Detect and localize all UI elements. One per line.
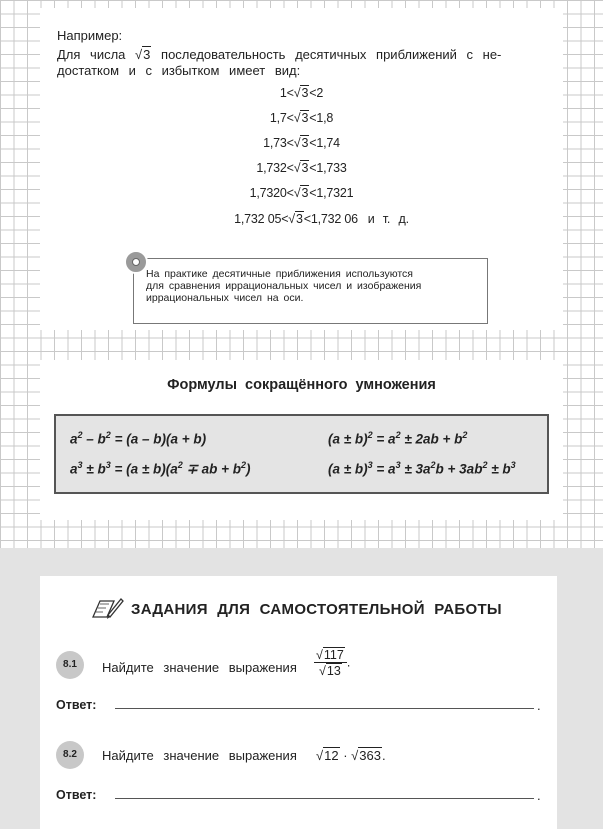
pin-icon	[124, 250, 148, 274]
tasks-title: ЗАДАНИЯ ДЛЯ САМОСТОЯТЕЛЬНОЙ РАБОТЫ	[131, 601, 502, 618]
answer-period: .	[537, 788, 541, 803]
formulas-heading: Формулы сокращённого умножения	[167, 377, 436, 393]
example-label: Например:	[57, 28, 123, 43]
sqrt-symbol: √3	[135, 47, 151, 62]
formula-diff-squares: $a^2 - b^2 = (a - b)(a + b)$	[70, 430, 207, 447]
approx-row-2: 1,7<√3<1,8	[269, 111, 334, 125]
task-text: Найдите значение выражения	[102, 660, 297, 675]
task-text: Найдите значение выражения	[102, 748, 297, 763]
approx-row-1: 1<√3<2	[279, 86, 324, 100]
formula-box	[54, 414, 549, 494]
approx-row-5: 1,7320<√3<1,7321	[249, 186, 354, 200]
answer-label: Ответ:	[56, 698, 97, 712]
formula-square-sum: $(a \pm b)^2 = a^2 \pm 2ab + b^2$	[328, 430, 468, 447]
answer-line[interactable]	[115, 708, 534, 709]
answer-line[interactable]	[115, 798, 534, 799]
answer-period: .	[537, 698, 541, 713]
pencil-icon	[90, 595, 124, 621]
intro-line-2: достатком и с избытком имеет вид:	[57, 63, 301, 78]
approx-row-3: 1,73<√3<1,74	[263, 136, 340, 150]
formula-cube-sum: $(a \pm b)^3 = a^3 \pm 3a^2b + 3ab^2 \pm b^3$	[328, 460, 516, 477]
task-number-badge: 8.2	[56, 741, 84, 769]
approx-row-4: 1,732<√3<1,733	[256, 161, 347, 175]
approx-row-6: 1,732 05<√3<1,732 06 и т. д.	[234, 212, 409, 226]
task-number-badge: 8.1	[56, 651, 84, 679]
task-expression: $\frac{√117}{√13}$ .	[316, 648, 351, 678]
note-text: На практике десятичные приближения используются для сравнения иррациональных чисел и изображения иррациональных чисел на оси.	[146, 268, 422, 304]
intro-line-1: Для числа √3 последовательность десятичных приближений с не-	[57, 47, 502, 62]
task-expression: √12 · √363.	[316, 748, 386, 763]
answer-label: Ответ:	[56, 788, 97, 802]
formula-sum-cubes: $a^3 \pm b^3 = (a \pm b)(a^2$ ∓ ab + $b^2$)	[70, 460, 251, 477]
